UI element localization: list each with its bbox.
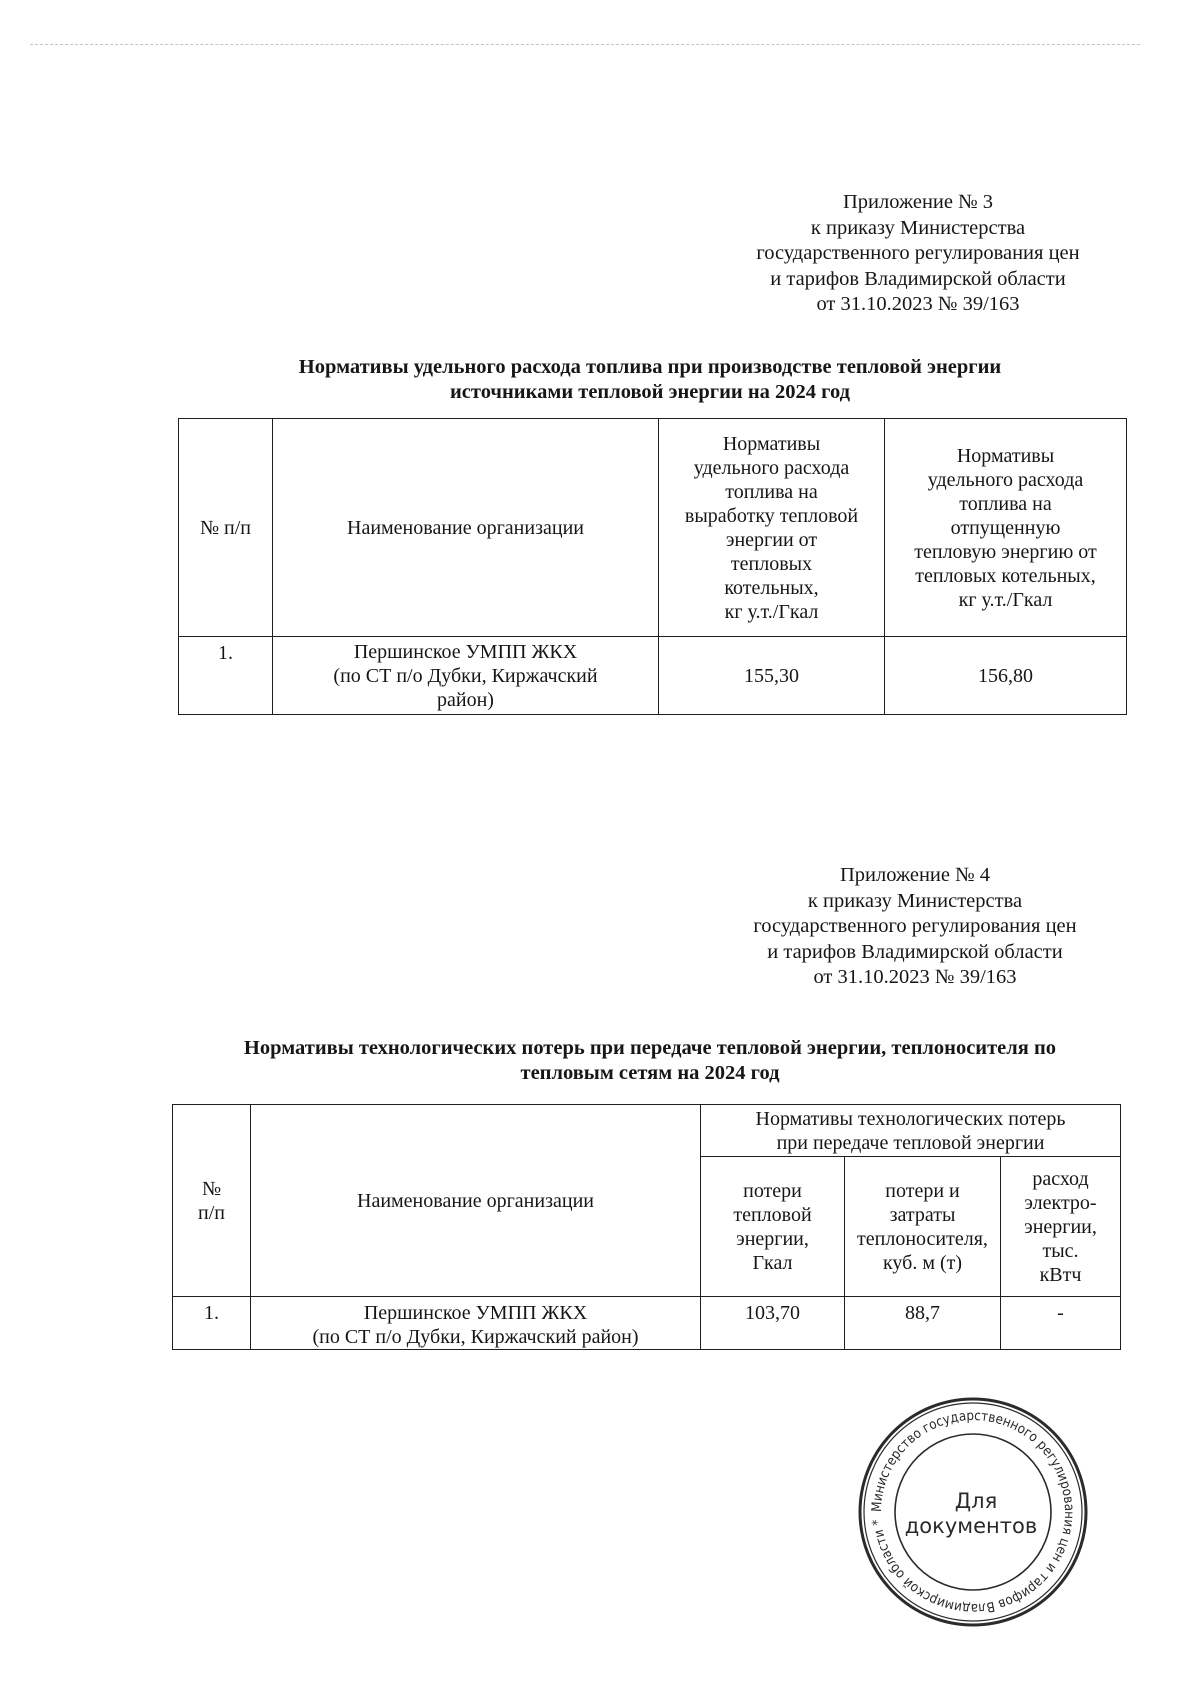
- table-1-title-line: источниками тепловой энергии на 2024 год: [450, 381, 850, 403]
- appendix-3-line: и тарифов Владимирской области: [770, 267, 1066, 290]
- header-coolant-losses: потери и затраты теплоносителя, куб. м (т): [845, 1157, 1001, 1297]
- stamp-center-line-2: документов: [904, 1514, 1038, 1538]
- table-1-title-line: Нормативы удельного расхода топлива при производстве тепловой энергии: [298, 356, 1002, 378]
- official-stamp: [856, 1395, 1090, 1629]
- header-losses-group: Нормативы технологических потерь при передаче тепловой энергии: [701, 1105, 1121, 1157]
- stamp-center-line-1: Для: [954, 1489, 998, 1513]
- table-1-title: [230, 355, 1070, 405]
- appendix-3-header: [708, 190, 1128, 318]
- header-org: Наименование организации: [273, 419, 659, 637]
- cell-org: Першинское УМПП ЖКХ (по СТ п/о Дубки, Киржачский район): [273, 637, 659, 715]
- table-header-row: [173, 1105, 1121, 1157]
- appendix-4-line: к приказу Министерства: [807, 889, 1023, 912]
- cell-fuel-supplied: 156,80: [885, 637, 1127, 715]
- table-row: [179, 637, 1127, 715]
- header-fuel-production: Нормативы удельного расхода топлива на выработку тепловой энергии от тепловых котельных, кг у.т./Гкал: [659, 419, 885, 637]
- table-2-title: [170, 1036, 1130, 1086]
- appendix-3-line: к приказу Министерства: [810, 216, 1026, 239]
- fuel-norms-table: [178, 418, 1127, 715]
- cell-org: Першинское УМПП ЖКХ (по СТ п/о Дубки, Киржачский район): [251, 1297, 701, 1350]
- appendix-3-line: Приложение № 3: [842, 191, 994, 213]
- appendix-3-line: государственного регулирования цен: [756, 242, 1080, 264]
- header-fuel-supplied: Нормативы удельного расхода топлива на отпущенную тепловую энергию от тепловых котельных, кг у.т./Гкал: [885, 419, 1127, 637]
- table-row: [173, 1297, 1121, 1350]
- header-electricity: расход электро- энергии, тыс. кВтч: [1001, 1157, 1121, 1297]
- cell-fuel-production: 155,30: [659, 637, 885, 715]
- scan-artifact-line: [30, 44, 1140, 45]
- stamp-ring-text: Министерство государственного регулирования цен и тарифов Владимирской области *: [868, 1407, 1078, 1617]
- appendix-3-line: от 31.10.2023 № 39/163: [816, 293, 1020, 315]
- header-num: № п/п: [179, 419, 273, 637]
- table-header-row: [179, 419, 1127, 637]
- appendix-4-line: государственного регулирования цен: [753, 915, 1077, 937]
- appendix-4-line: от 31.10.2023 № 39/163: [813, 966, 1017, 988]
- cell-num: 1.: [173, 1297, 251, 1350]
- cell-heat-losses: 103,70: [701, 1297, 845, 1350]
- appendix-4-line: и тарифов Владимирской области: [767, 940, 1063, 963]
- header-org: Наименование организации: [251, 1105, 701, 1297]
- cell-num: 1.: [179, 637, 273, 715]
- header-num: № п/п: [173, 1105, 251, 1297]
- table-2-title-line: тепловым сетям на 2024 год: [520, 1062, 780, 1084]
- appendix-4-header: [705, 863, 1125, 991]
- cell-coolant-losses: 88,7: [845, 1297, 1001, 1350]
- losses-norms-table: [172, 1104, 1121, 1350]
- appendix-4-line: Приложение № 4: [839, 864, 991, 886]
- cell-electricity: -: [1001, 1297, 1121, 1350]
- header-heat-losses: потери тепловой энергии, Гкал: [701, 1157, 845, 1297]
- table-2-title-line: Нормативы технологических потерь при передаче тепловой энергии, теплоносителя по: [243, 1037, 1057, 1059]
